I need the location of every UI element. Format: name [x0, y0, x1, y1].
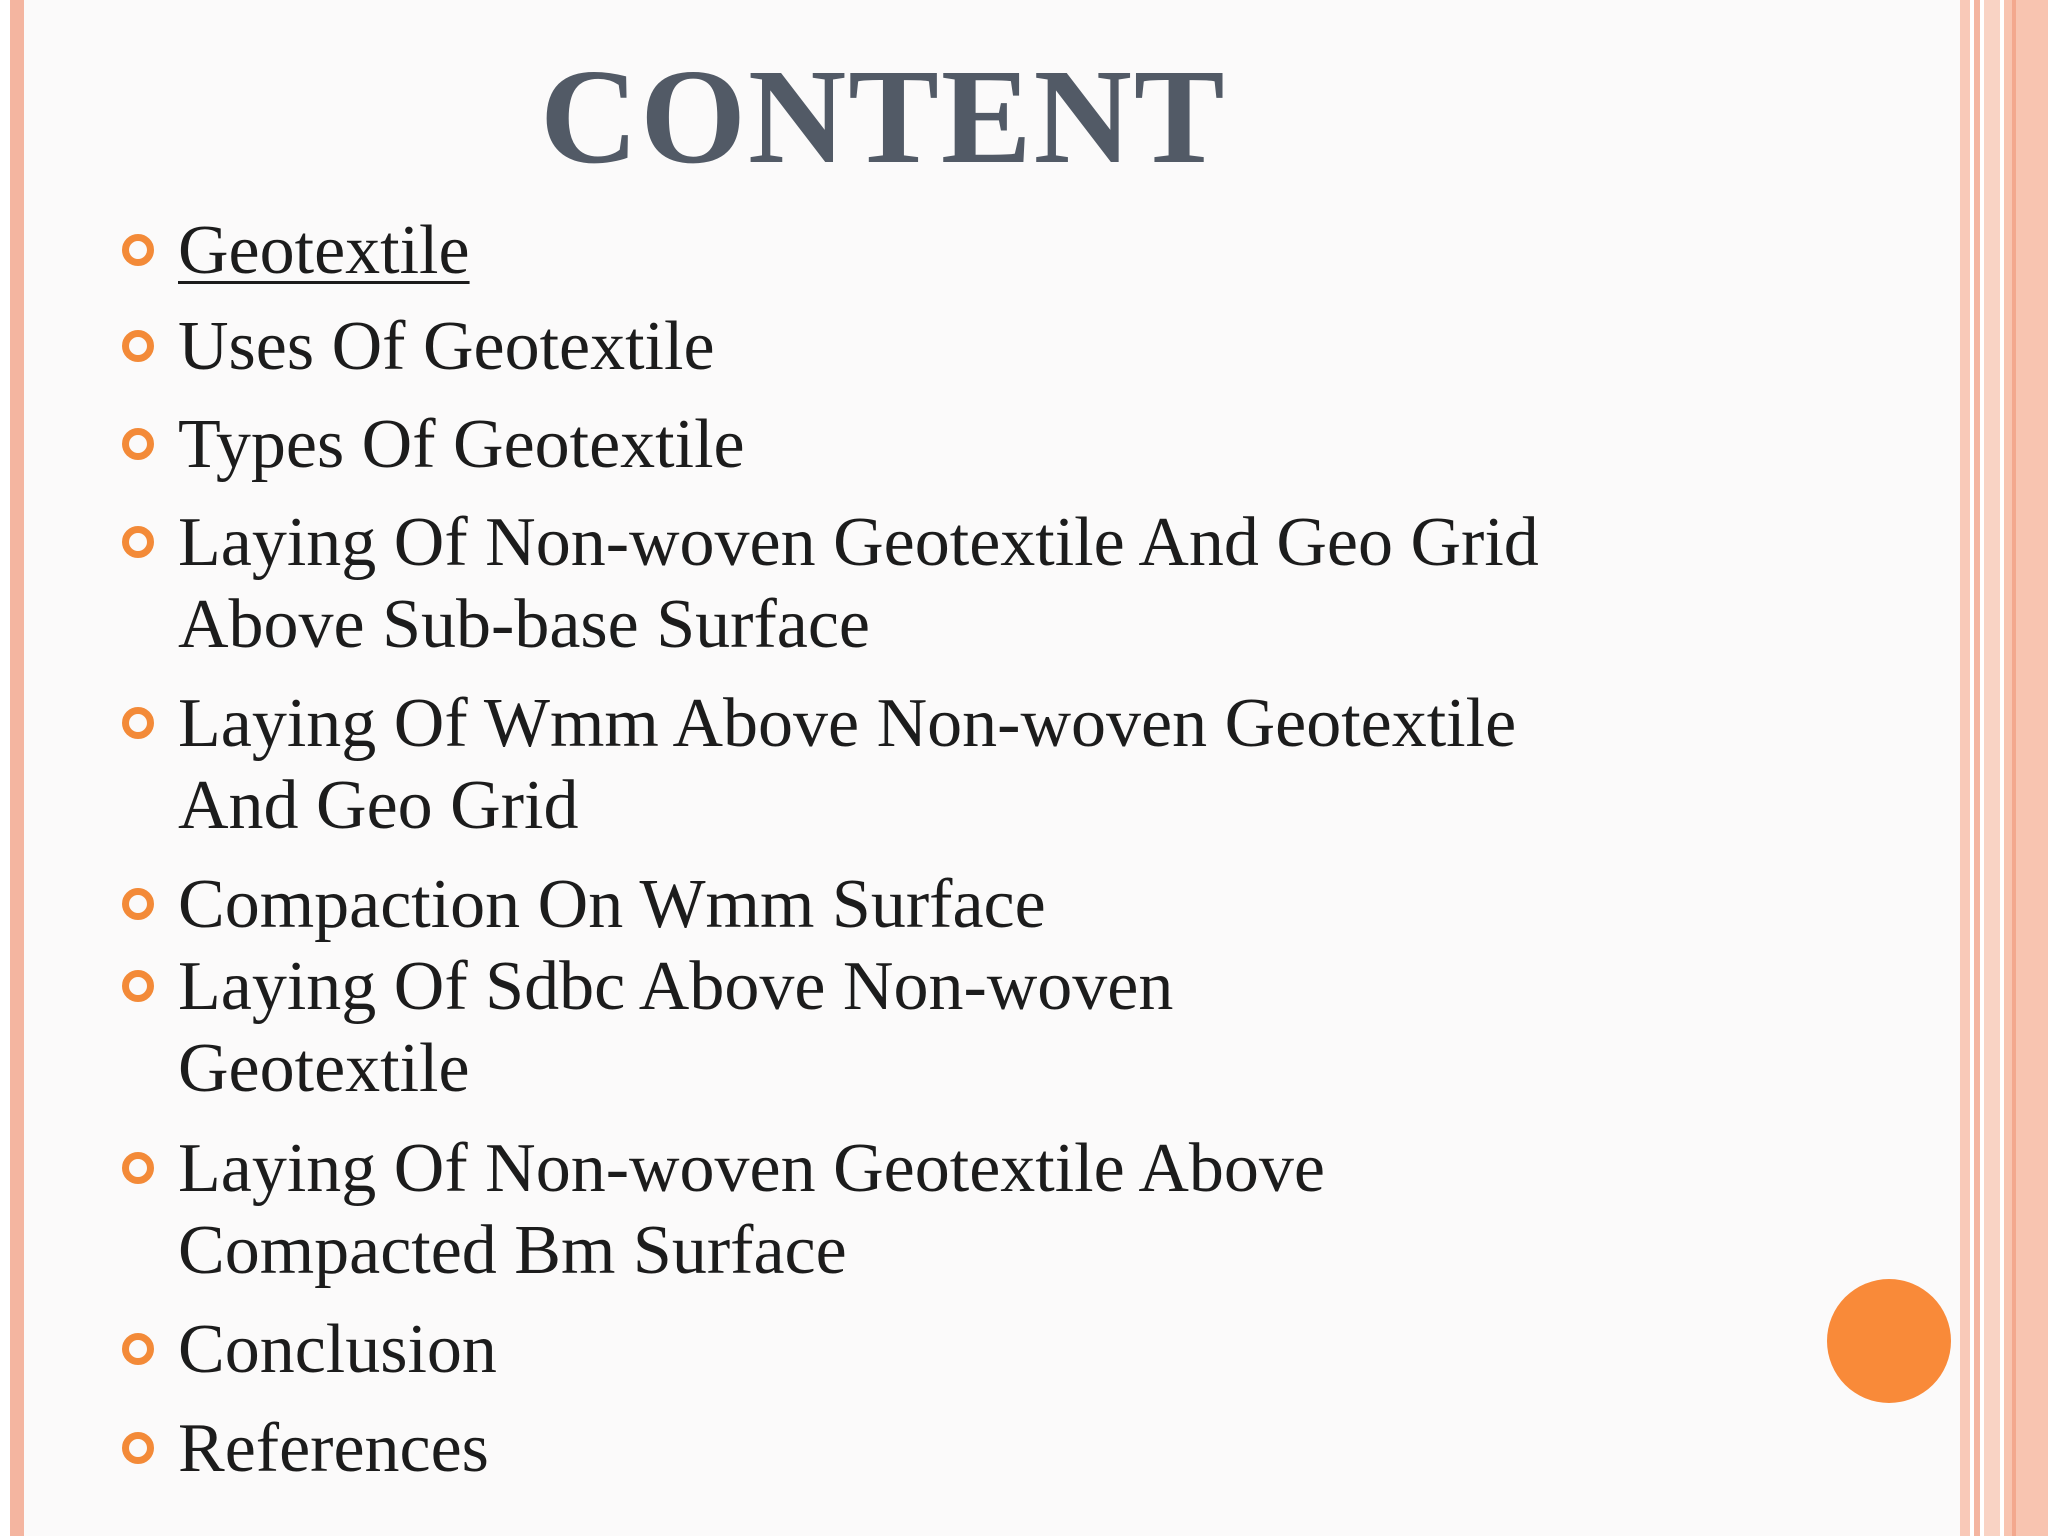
circle-bullet-icon	[122, 1333, 154, 1365]
content-item-label: Laying Of Wmm Above Non-woven Geotextile	[178, 685, 1517, 762]
content-item-compaction	[178, 864, 1046, 946]
decorative-orange-circle	[1827, 1279, 1951, 1403]
left-border-stripe	[10, 0, 24, 1536]
content-item-label-continued: Above Sub-base Surface	[178, 586, 871, 663]
circle-bullet-icon	[122, 526, 154, 558]
right-border-stripe	[1974, 0, 1980, 1536]
circle-bullet-icon	[122, 1152, 154, 1184]
right-border-stripe	[1960, 0, 1970, 1536]
circle-bullet-icon	[122, 1432, 154, 1464]
content-item-label: Compaction On Wmm Surface	[178, 866, 1046, 943]
circle-bullet-icon	[122, 428, 154, 460]
content-item-laying-wmm	[178, 683, 1516, 847]
content-item-laying-bm	[178, 1128, 1325, 1292]
content-item-geotextile[interactable]	[178, 210, 470, 292]
content-item-laying-sub-base	[178, 502, 1539, 666]
circle-bullet-icon	[122, 707, 154, 739]
content-item-types	[178, 404, 745, 486]
content-item-label: Laying Of Sdbc Above Non-woven	[178, 948, 1174, 1025]
content-item-label-continued: Geotextile	[178, 1030, 470, 1107]
content-item-label: Laying Of Non-woven Geotextile Above	[178, 1130, 1325, 1207]
content-item-label-continued: Compacted Bm Surface	[178, 1212, 847, 1289]
slide-title: CONTENT	[540, 42, 1227, 192]
content-item-label: Conclusion	[178, 1311, 497, 1388]
content-item-label: Uses Of Geotextile	[178, 308, 715, 385]
content-item-label: References	[178, 1410, 489, 1487]
content-item-uses	[178, 306, 715, 388]
circle-bullet-icon	[122, 330, 154, 362]
circle-bullet-icon	[122, 234, 154, 266]
right-border-stripe	[1984, 0, 2000, 1536]
right-border-stripe	[2004, 0, 2048, 1536]
content-item-laying-sdbc	[178, 946, 1173, 1110]
content-item-link[interactable]: Geotextile	[178, 212, 470, 289]
content-item-label: Laying Of Non-woven Geotextile And Geo Grid	[178, 504, 1539, 581]
content-item-label-continued: And Geo Grid	[178, 767, 579, 844]
circle-bullet-icon	[122, 888, 154, 920]
content-item-label: Types Of Geotextile	[178, 406, 745, 483]
content-item-references	[178, 1408, 489, 1490]
content-item-conclusion	[178, 1309, 497, 1391]
circle-bullet-icon	[122, 970, 154, 1002]
